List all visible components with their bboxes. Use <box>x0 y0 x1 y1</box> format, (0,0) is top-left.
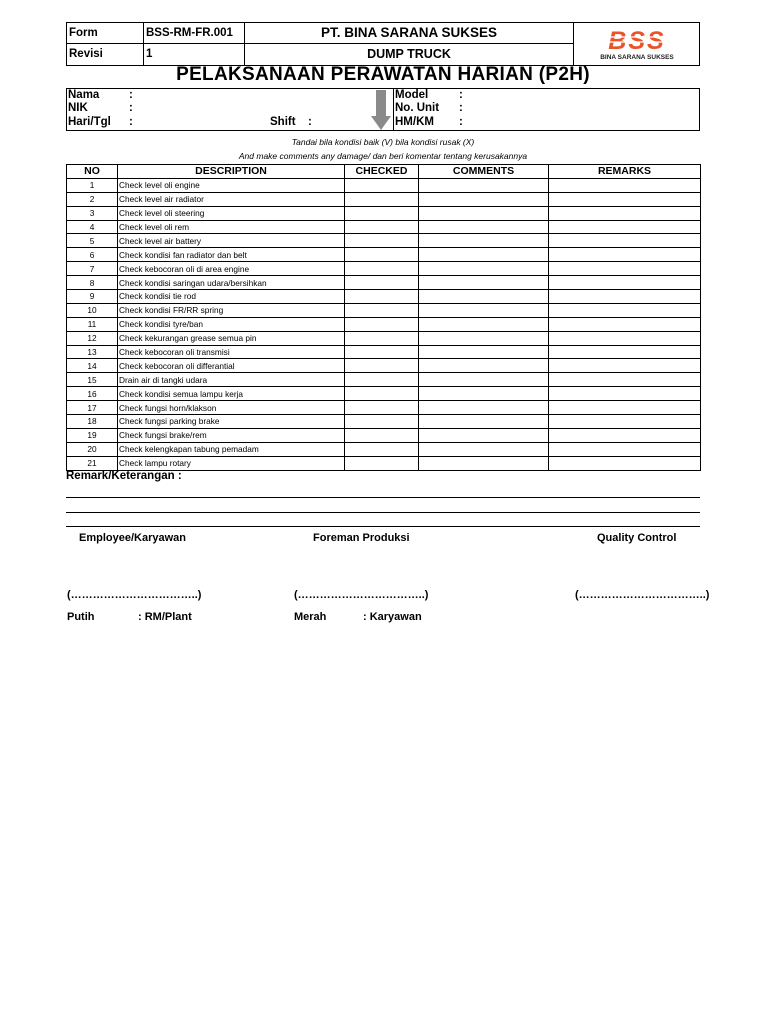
comments-cell[interactable] <box>419 359 549 373</box>
nik-label: NIK <box>68 102 88 114</box>
checked-cell[interactable] <box>345 331 419 345</box>
checked-cell[interactable] <box>345 234 419 248</box>
remark-line[interactable] <box>66 497 700 498</box>
table-row <box>67 234 701 248</box>
checked-cell[interactable] <box>345 456 419 470</box>
row-description: Check kebocoran oli differantial <box>118 359 345 373</box>
row-description: Check kondisi tie rod <box>118 290 345 304</box>
row-description: Check kondisi semua lampu kerja <box>118 387 345 401</box>
remarks-cell[interactable] <box>549 401 701 415</box>
checked-cell[interactable] <box>345 248 419 262</box>
remarks-cell[interactable] <box>549 290 701 304</box>
checklist-table <box>66 164 701 471</box>
nik-colon: : <box>129 102 133 114</box>
row-number: 2 <box>67 192 118 206</box>
unit-type: DUMP TRUCK <box>245 44 574 65</box>
remarks-cell[interactable] <box>549 415 701 429</box>
remarks-cell[interactable] <box>549 248 701 262</box>
table-row <box>67 345 701 359</box>
remarks-cell[interactable] <box>549 206 701 220</box>
row-description: Check kebocoran oli di area engine <box>118 262 345 276</box>
row-number: 12 <box>67 331 118 345</box>
remarks-cell[interactable] <box>549 220 701 234</box>
remarks-cell[interactable] <box>549 428 701 442</box>
row-description: Check kondisi FR/RR spring <box>118 303 345 317</box>
row-description: Check fungsi brake/rem <box>118 428 345 442</box>
row-number: 5 <box>67 234 118 248</box>
remarks-cell[interactable] <box>549 262 701 276</box>
table-row <box>67 387 701 401</box>
row-number: 13 <box>67 345 118 359</box>
row-number: 4 <box>67 220 118 234</box>
model-colon: : <box>459 89 463 101</box>
row-description: Drain air di tangki udara <box>118 373 345 387</box>
company-logo <box>574 23 700 65</box>
remarks-cell[interactable] <box>549 317 701 331</box>
row-description: Check kekurangan grease semua pin <box>118 331 345 345</box>
remarks-cell[interactable] <box>549 234 701 248</box>
arrow-down-icon <box>371 90 391 130</box>
row-description: Check level air radiator <box>118 192 345 206</box>
row-description: Check kondisi saringan udara/bersihkan <box>118 276 345 290</box>
row-description: Check kondisi fan radiator dan belt <box>118 248 345 262</box>
info-box <box>66 88 700 131</box>
col-header-remarks: REMARKS <box>549 165 701 179</box>
checked-cell[interactable] <box>345 178 419 192</box>
form-header <box>66 22 700 66</box>
checked-cell[interactable] <box>345 276 419 290</box>
svg-text:BINA SARANA SUKSES: BINA SARANA SUKSES <box>600 54 674 61</box>
checked-cell[interactable] <box>345 206 419 220</box>
row-description: Check level oli rem <box>118 220 345 234</box>
remarks-cell[interactable] <box>549 276 701 290</box>
row-description: Check level oli engine <box>118 178 345 192</box>
row-number: 21 <box>67 456 118 470</box>
foreman-signature-blank[interactable]: (……………………………..) <box>294 589 429 601</box>
remarks-cell[interactable] <box>549 442 701 456</box>
row-number: 14 <box>67 359 118 373</box>
nama-colon: : <box>129 89 133 101</box>
table-row <box>67 401 701 415</box>
checked-cell[interactable] <box>345 192 419 206</box>
table-row <box>67 428 701 442</box>
row-number: 18 <box>67 415 118 429</box>
checked-cell[interactable] <box>345 317 419 331</box>
employee-signature-blank[interactable]: (……………………………..) <box>67 589 202 601</box>
form-label: Form <box>67 23 144 44</box>
row-description: Check kelengkapan tabung pemadam <box>118 442 345 456</box>
comments-cell[interactable] <box>419 178 549 192</box>
comments-cell[interactable] <box>419 428 549 442</box>
remark-label: Remark/Keterangan : <box>66 470 182 482</box>
checked-cell[interactable] <box>345 220 419 234</box>
col-header-description: DESCRIPTION <box>118 165 345 179</box>
table-row <box>67 359 701 373</box>
table-row <box>67 262 701 276</box>
row-number: 19 <box>67 428 118 442</box>
remarks-cell[interactable] <box>549 331 701 345</box>
row-number: 20 <box>67 442 118 456</box>
row-number: 16 <box>67 387 118 401</box>
row-number: 6 <box>67 248 118 262</box>
row-description: Check kebocoran oli transmisi <box>118 345 345 359</box>
checked-cell[interactable] <box>345 345 419 359</box>
checked-cell[interactable] <box>345 359 419 373</box>
remark-line[interactable] <box>66 512 700 513</box>
row-description: Check lampu rotary <box>118 456 345 470</box>
checked-cell[interactable] <box>345 303 419 317</box>
row-description: Check kondisi tyre/ban <box>118 317 345 331</box>
checked-cell[interactable] <box>345 442 419 456</box>
hari-tgl-label: Hari/Tgl <box>68 116 111 128</box>
no-unit-label: No. Unit <box>395 102 440 114</box>
nama-label: Nama <box>68 89 100 101</box>
table-row <box>67 206 701 220</box>
hari-tgl-colon: : <box>129 116 133 128</box>
comments-cell[interactable] <box>419 290 549 304</box>
row-number: 8 <box>67 276 118 290</box>
checked-cell[interactable] <box>345 415 419 429</box>
table-row <box>67 290 701 304</box>
table-row <box>67 248 701 262</box>
comments-cell[interactable] <box>419 401 549 415</box>
employee-signature-label: Employee/Karyawan <box>79 532 186 544</box>
remarks-cell[interactable] <box>549 192 701 206</box>
checked-cell[interactable] <box>345 373 419 387</box>
qc-signature-blank[interactable]: (……………………………..) <box>575 589 710 601</box>
copy-merah-value: : Karyawan <box>363 611 422 623</box>
shift-label: Shift <box>270 116 296 128</box>
table-row <box>67 331 701 345</box>
row-number: 7 <box>67 262 118 276</box>
checked-cell[interactable] <box>345 387 419 401</box>
comments-cell[interactable] <box>419 387 549 401</box>
row-description: Check fungsi horn/klakson <box>118 401 345 415</box>
checked-cell[interactable] <box>345 290 419 304</box>
comments-cell[interactable] <box>419 303 549 317</box>
comments-cell[interactable] <box>419 276 549 290</box>
remarks-cell[interactable] <box>549 359 701 373</box>
table-row <box>67 415 701 429</box>
remarks-cell[interactable] <box>549 387 701 401</box>
comments-cell[interactable] <box>419 192 549 206</box>
revision-value: 1 <box>144 44 245 65</box>
checked-cell[interactable] <box>345 428 419 442</box>
qc-signature-label: Quality Control <box>597 532 677 544</box>
comments-cell[interactable] <box>419 415 549 429</box>
remarks-cell[interactable] <box>549 456 701 470</box>
row-number: 10 <box>67 303 118 317</box>
remarks-cell[interactable] <box>549 373 701 387</box>
comments-cell[interactable] <box>419 442 549 456</box>
table-row <box>67 442 701 456</box>
form-code: BSS-RM-FR.001 <box>144 23 245 44</box>
comments-cell[interactable] <box>419 234 549 248</box>
col-header-comments: COMMENTS <box>419 165 549 179</box>
copy-merah-label: Merah <box>294 611 327 623</box>
table-row <box>67 456 701 470</box>
instruction-note: Tandai bila kondisi baik (V) bila kondisi rusak (X) <box>291 137 475 147</box>
row-description: Check level air battery <box>118 234 345 248</box>
row-number: 3 <box>67 206 118 220</box>
info-divider <box>393 88 394 131</box>
row-description: Check level oli steering <box>118 206 345 220</box>
col-header-no: NO <box>67 165 118 179</box>
table-row <box>67 373 701 387</box>
hm-km-label: HM/KM <box>395 116 434 128</box>
comments-cell[interactable] <box>419 456 549 470</box>
instruction-note-2: And make comments any damage/ dan beri komentar tentang kerusakannya <box>238 151 528 161</box>
comments-cell[interactable] <box>419 317 549 331</box>
checked-cell[interactable] <box>345 262 419 276</box>
revision-label: Revisi <box>67 44 144 65</box>
comments-cell[interactable] <box>419 248 549 262</box>
row-number: 1 <box>67 178 118 192</box>
copy-putih-value: : RM/Plant <box>138 611 192 623</box>
row-description: Check fungsi parking brake <box>118 415 345 429</box>
row-number: 15 <box>67 373 118 387</box>
model-label: Model <box>395 89 429 101</box>
foreman-signature-label: Foreman Produksi <box>313 532 410 544</box>
svg-text:BSS: BSS <box>608 27 666 55</box>
table-header-row <box>67 165 701 179</box>
comments-cell[interactable] <box>419 331 549 345</box>
table-row <box>67 276 701 290</box>
shift-colon: : <box>308 116 312 128</box>
row-number: 11 <box>67 317 118 331</box>
table-row <box>67 220 701 234</box>
comments-cell[interactable] <box>419 373 549 387</box>
comments-cell[interactable] <box>419 262 549 276</box>
bss-logo-icon <box>585 27 689 61</box>
company-name: PT. BINA SARANA SUKSES <box>245 23 574 44</box>
no-unit-colon: : <box>459 102 463 114</box>
comments-cell[interactable] <box>419 220 549 234</box>
table-row <box>67 192 701 206</box>
checked-cell[interactable] <box>345 401 419 415</box>
remarks-cell[interactable] <box>549 303 701 317</box>
comments-cell[interactable] <box>419 206 549 220</box>
table-row <box>67 178 701 192</box>
copy-putih-label: Putih <box>67 611 95 623</box>
table-row <box>67 317 701 331</box>
form-title: PELAKSANAAN PERAWATAN HARIAN (P2H) <box>176 64 590 85</box>
remarks-cell[interactable] <box>549 345 701 359</box>
row-number: 9 <box>67 290 118 304</box>
remark-line[interactable] <box>66 526 700 527</box>
col-header-checked: CHECKED <box>345 165 419 179</box>
remarks-cell[interactable] <box>549 178 701 192</box>
comments-cell[interactable] <box>419 345 549 359</box>
row-number: 17 <box>67 401 118 415</box>
table-row <box>67 303 701 317</box>
hm-km-colon: : <box>459 116 463 128</box>
